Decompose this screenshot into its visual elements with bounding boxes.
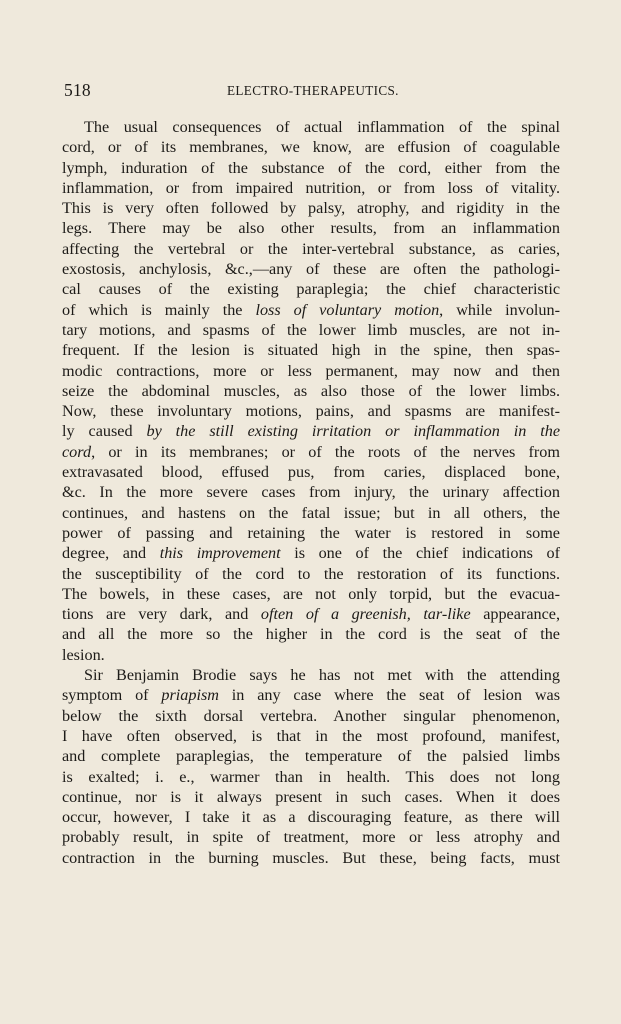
text-line: continues, and hastens on the fatal issue; but in all others, the: [62, 503, 560, 522]
text-run: symptom of: [62, 686, 162, 705]
text-line: power of passing and retaining the water is restored in some: [62, 523, 560, 542]
text-line: cord, or of its membranes, we know, are effusion of coagulable: [62, 138, 560, 157]
text-line: the susceptibility of the cord to the restoration of its functions.: [62, 564, 560, 583]
text-run: of which is mainly the: [62, 300, 256, 319]
text-line: The usual consequences of actual inflammation of the spinal: [84, 118, 560, 136]
text-run: in any case where the seat of lesion was: [218, 686, 560, 705]
text-line: frequent. If the lesion is situated high in the spine, then spas-: [62, 341, 560, 360]
text-line: &c. In the more severe cases from injury, the urinary affection: [62, 483, 560, 502]
text-line: probably result, in spite of treatment, more or less atrophy and: [62, 828, 560, 847]
text-line: seize the abdominal muscles, as also those of the lower limbs.: [62, 381, 560, 400]
italic-phrase: priapism: [161, 686, 219, 705]
text-line: is exalted; i. e., warmer than in health. This does not long: [62, 767, 560, 786]
text-line: [62, 442, 560, 462]
text-line: and all the more so the higher in the cord is the seat of the: [62, 625, 560, 644]
text-line: lesion.: [62, 645, 105, 664]
text-run: , while involun-: [439, 300, 560, 319]
text-run: is one of the chief indications of: [280, 544, 560, 563]
italic-phrase: often of a greenish, tar-like: [260, 605, 471, 624]
running-head: ELECTRO-THERAPEUTICS.: [227, 83, 399, 98]
text-line: lymph, induration of the substance of the cord, either from the: [62, 158, 560, 177]
text-line: [62, 421, 560, 441]
italic-phrase: loss of voluntary motion: [255, 300, 440, 319]
text-line: I have often observed, is that in the most profound, manifest,: [62, 726, 560, 745]
text-line: extravasated blood, effused pus, from caries, displaced bone,: [62, 463, 560, 482]
text-run: , or in its membranes; or of the roots of the nerves from: [91, 442, 560, 461]
text-line: tary motions, and spasms of the lower limb muscles, are not in-: [62, 320, 560, 339]
text-line: legs. There may be also other results, from an inflammation: [62, 219, 560, 238]
text-line: Now, these involuntary motions, pains, and spasms are manifest-: [62, 402, 560, 421]
page-header: [64, 80, 560, 100]
text-line: This is very often followed by palsy, atrophy, and rigidity in the: [62, 199, 560, 218]
text-line: [62, 300, 560, 320]
body-text: [62, 117, 560, 868]
text-run: appearance,: [483, 605, 561, 624]
text-line: and complete paraplegias, the temperature of the palsied limbs: [62, 747, 560, 766]
italic-phrase: cord: [62, 442, 92, 461]
text-line: contraction in the burning muscles. But these, being facts, must: [62, 848, 560, 867]
text-run: degree, and: [62, 544, 160, 563]
text-line: below the sixth dorsal vertebra. Another singular phenomenon,: [62, 706, 560, 725]
text-line: occur, however, I take it as a discouraging feature, as there will: [62, 808, 560, 827]
text-run: tions are very dark, and: [62, 605, 249, 624]
italic-phrase: this improvement: [159, 544, 281, 563]
text-line: [62, 685, 560, 705]
text-line: Sir Benjamin Brodie says he has not met with the attending: [84, 666, 560, 685]
text-line: inflammation, or from impaired nutrition, or from loss of vitality.: [62, 178, 560, 197]
text-line: modic contractions, more or less permanent, may now and then: [62, 361, 560, 380]
text-line: cal causes of the existing paraplegia; the chief characteristic: [62, 280, 560, 299]
text-line: [62, 543, 560, 563]
text-line: [62, 604, 560, 624]
italic-phrase: by the still existing irritation or inflammation in the: [146, 422, 561, 441]
page-number: 518: [64, 80, 91, 100]
text-line: affecting the vertebral or the inter-vertebral substance, as caries,: [62, 239, 560, 258]
text-line: continue, nor is it always present in such cases. When it does: [62, 787, 560, 806]
text-run: ly caused: [62, 422, 147, 441]
text-line: exostosis, anchylosis, &c.,—any of these are often the pathologi-: [62, 260, 560, 279]
text-line: The bowels, in these cases, are not only torpid, but the evacua-: [62, 584, 560, 603]
